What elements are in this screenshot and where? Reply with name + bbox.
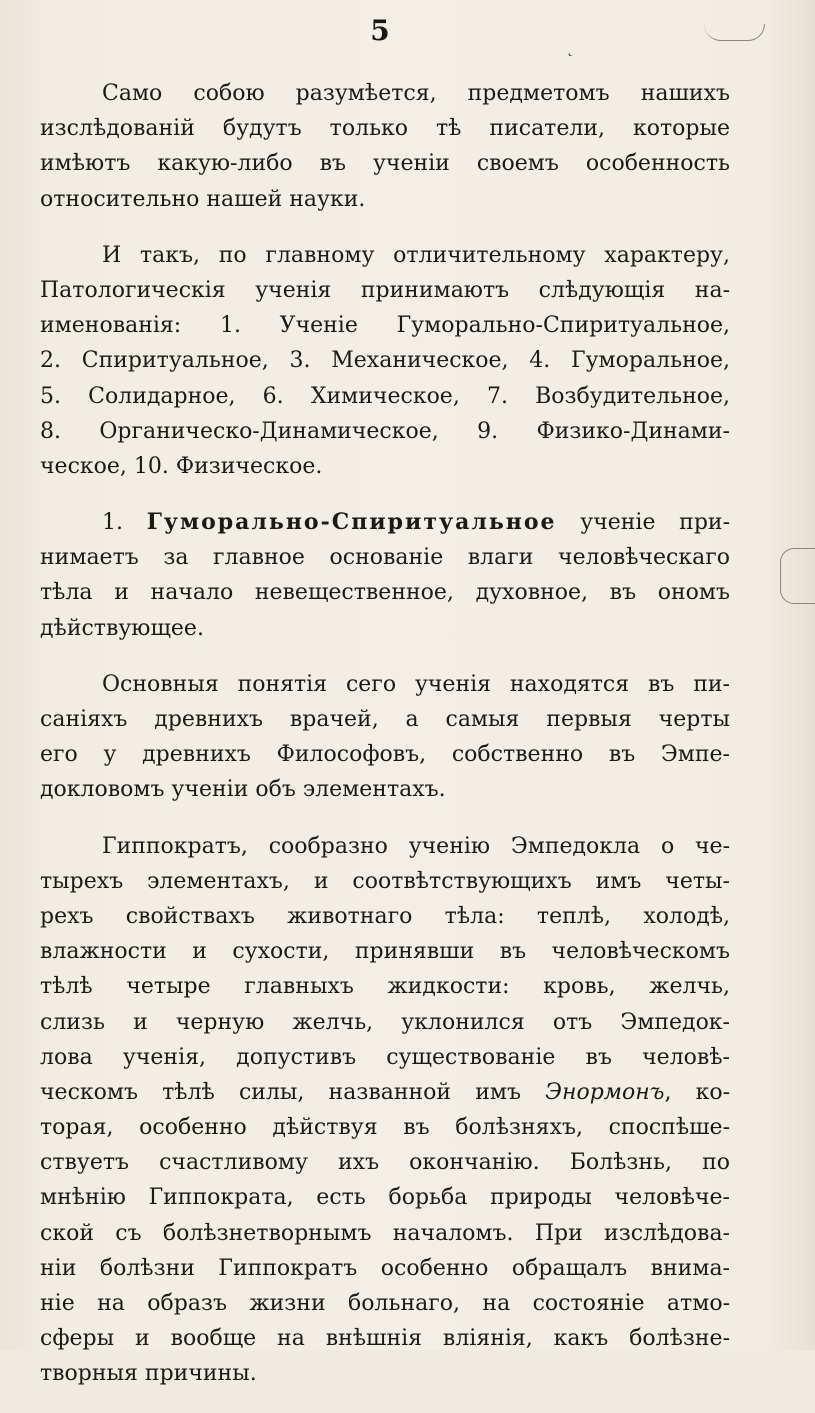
body-text bbox=[40, 76, 730, 1413]
text-line: ческое, 10. Физическое. bbox=[40, 453, 323, 479]
paragraph-5 bbox=[40, 829, 730, 1392]
text-line: тѣлѣ четыре главныхъ жидкости: кровь, желчь, bbox=[40, 974, 730, 1000]
text-line: лова ученія, допустивъ существованіе въ человѣ- bbox=[40, 1044, 730, 1070]
page-number: 5 bbox=[370, 14, 390, 47]
text-line: ствуетъ счастливому ихъ окончанію. Болѣзнь, по bbox=[40, 1150, 730, 1176]
margin-pencil-mark-top bbox=[704, 24, 765, 41]
text-line: именованія: 1. Ученіе Гуморально-Спиритуальное, bbox=[40, 313, 730, 339]
text-line: Основныя понятія сего ученія находятся въ пи- bbox=[102, 671, 730, 697]
text-line: изслѣдованій будутъ только тѣ писатели, которые bbox=[40, 116, 730, 142]
text-line: 8. Органическо-Динамическое, 9. Физико-Динами- bbox=[40, 418, 730, 444]
spaced-term: Гуморально-Спиритуальное bbox=[146, 509, 557, 536]
text-line: творныя причины. bbox=[40, 1361, 257, 1387]
text-line: И такъ, по главному отличительному характеру, bbox=[102, 242, 730, 268]
ink-speck: ˛ bbox=[566, 38, 574, 57]
text-line: дѣйствующее. bbox=[40, 615, 204, 641]
text-line: ніе на образъ жизни больнаго, на состояніе атмо- bbox=[40, 1291, 730, 1316]
text-line: ніи болѣзни Гиппократъ особенно обращалъ внима- bbox=[40, 1255, 730, 1281]
text-line: мнѣнію Гиппократа, есть борьба природы человѣче- bbox=[40, 1185, 730, 1211]
text-line: влажности и сухости, принявши въ человѣческомъ bbox=[40, 939, 730, 965]
text-line: Гиппократъ, сообразно ученію Эмпедокла о че- bbox=[102, 833, 730, 859]
text-fragment: 1. bbox=[102, 510, 147, 536]
paragraph-4 bbox=[40, 667, 730, 808]
text-line: рехъ свойствахъ животнаго тѣла: теплѣ, холодѣ, bbox=[40, 903, 730, 929]
text-line: торая, особенно дѣйствуя въ болѣзняхъ, споспѣше- bbox=[40, 1115, 730, 1141]
text-line: имѣютъ какую-либо въ ученіи своемъ особенность bbox=[40, 151, 730, 177]
text-line: сферы и вообще на внѣшнія вліянія, какъ болѣзне- bbox=[40, 1326, 730, 1352]
text-line: Патологическія ученія принимаютъ слѣдующія на- bbox=[40, 277, 730, 303]
text-line: нимаетъ за главное основаніе влаги человѣческаго bbox=[40, 545, 730, 571]
margin-pencil-mark bbox=[780, 548, 815, 604]
text-line: докловомъ ученіи объ элементахъ. bbox=[40, 777, 446, 803]
paragraph-1 bbox=[40, 76, 730, 217]
text-line: 2. Спиритуальное, 3. Механическое, 4. Гуморальное, bbox=[40, 348, 730, 374]
text-line: 5. Солидарное, 6. Химическое, 7. Возбудительное, bbox=[40, 383, 730, 409]
paragraph-3 bbox=[40, 505, 730, 646]
text-line: тырехъ элементахъ, и соотвѣтствующихъ имъ четы- bbox=[40, 868, 730, 894]
text-fragment: , ко- bbox=[664, 1079, 731, 1105]
text-line: Само собою разумѣется, предметомъ нашихъ bbox=[102, 81, 730, 106]
text-line: слизь и черную желчь, уклонился отъ Эмпедок- bbox=[40, 1009, 730, 1035]
italic-term: Энормонъ bbox=[545, 1079, 665, 1105]
text-line: его у древнихъ Философовъ, собственно въ Эмпе- bbox=[40, 742, 730, 768]
text-line: тѣла и начало невещественное, духовное, въ ономъ bbox=[40, 580, 730, 606]
paragraph-2 bbox=[40, 238, 730, 484]
text-fragment: ученіе при- bbox=[556, 510, 731, 536]
text-fragment: ческомъ тѣлѣ силы, названной имъ bbox=[40, 1079, 546, 1105]
text-line bbox=[40, 505, 730, 540]
text-line bbox=[40, 1075, 730, 1110]
text-line: относительно нашей науки. bbox=[40, 186, 366, 212]
text-line: саніяхъ древнихъ врачей, а самыя первыя черты bbox=[40, 707, 730, 732]
text-line: ской съ болѣзнетворнымъ началомъ. При изслѣдова- bbox=[40, 1220, 730, 1246]
